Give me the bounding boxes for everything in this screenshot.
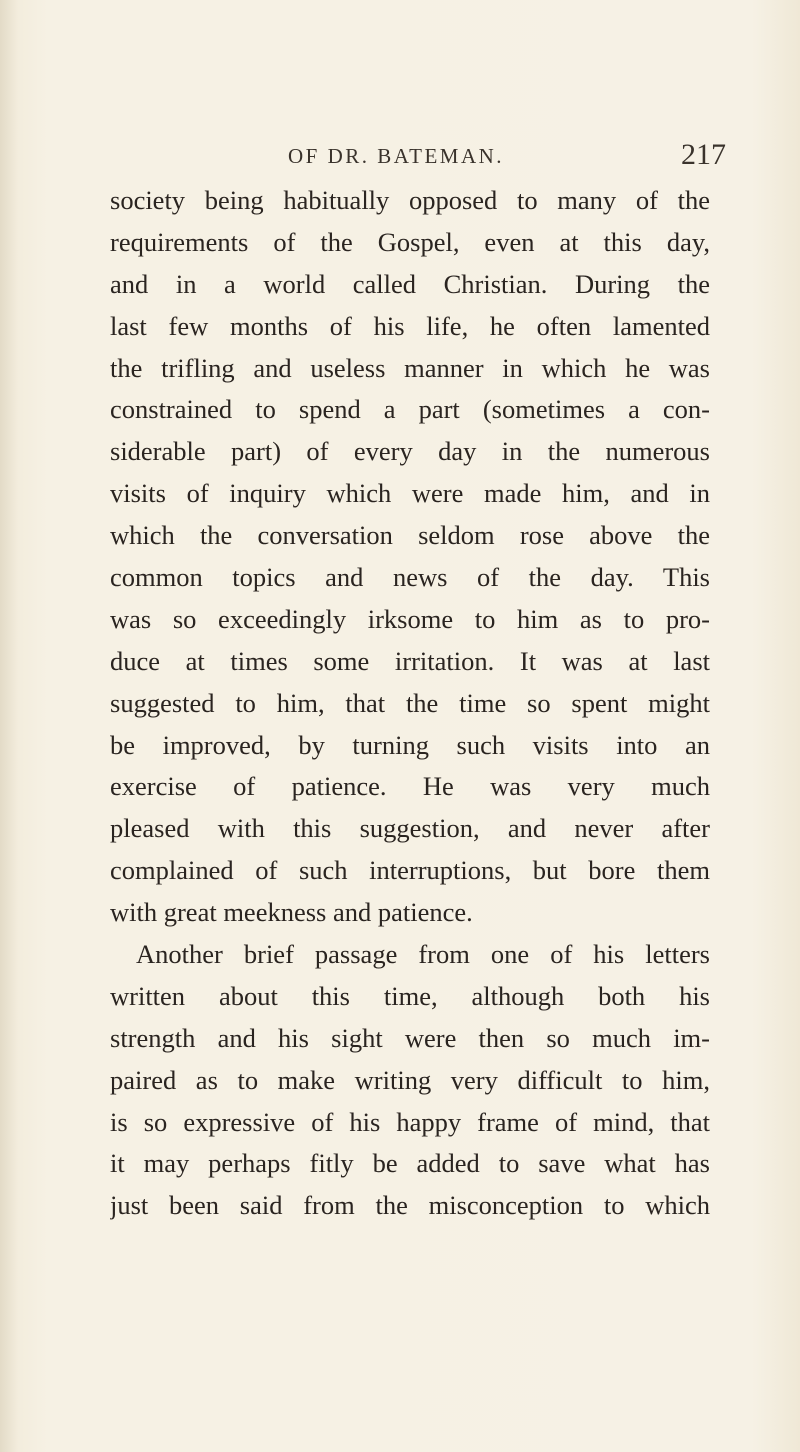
text-line: visits of inquiry which were made him, and in [110,478,710,509]
text-line: common topics and news of the day. This [110,562,710,593]
text-line: was so exceedingly irksome to him as to pro- [110,603,710,634]
text-line: and in a world called Christian. During the [110,268,710,299]
text-line: strength and his sight were then so much im- [110,1022,710,1053]
text-line: requirements of the Gospel, even at this day, [110,226,710,257]
running-head [0,138,800,178]
text-line: paired as to make writing very difficult to him, [110,1064,710,1095]
running-head-title: OF DR. BATEMAN. [288,144,505,168]
text-line: suggested to him, that the time so spent might [110,687,710,718]
text-line: is so expressive of his happy frame of mind, that [110,1106,710,1137]
text-line: duce at times some irritation. It was at last [110,645,710,676]
text-line: society being habitually opposed to many of the [110,185,710,215]
text-line: which the conversation seldom rose above the [110,520,710,551]
text-line: the trifling and useless manner in which he was [110,352,710,383]
page-edge-shadow [0,0,18,1452]
paragraph-start-line: Another brief passage from one of his letters [136,939,710,970]
text-line: last few months of his life, he often lamented [110,310,710,341]
text-line: be improved, by turning such visits into an [110,729,710,760]
text-line: pleased with this suggestion, and never after [110,813,710,844]
text-line: exercise of patience. He was very much [110,771,710,802]
text-line: written about this time, although both his [110,980,710,1011]
text-line: just been said from the misconception to which [110,1190,710,1221]
page-number: 217 [681,138,726,171]
text-line: complained of such interruptions, but bore them [110,855,710,886]
text-line: constrained to spend a part (sometimes a con- [110,394,710,425]
paragraph-end-line: with great meekness and patience. [110,897,473,928]
body-text [110,180,710,1227]
text-line: it may perhaps fitly be added to save what has [110,1148,710,1179]
text-line: siderable part) of every day in the numerous [110,436,710,467]
